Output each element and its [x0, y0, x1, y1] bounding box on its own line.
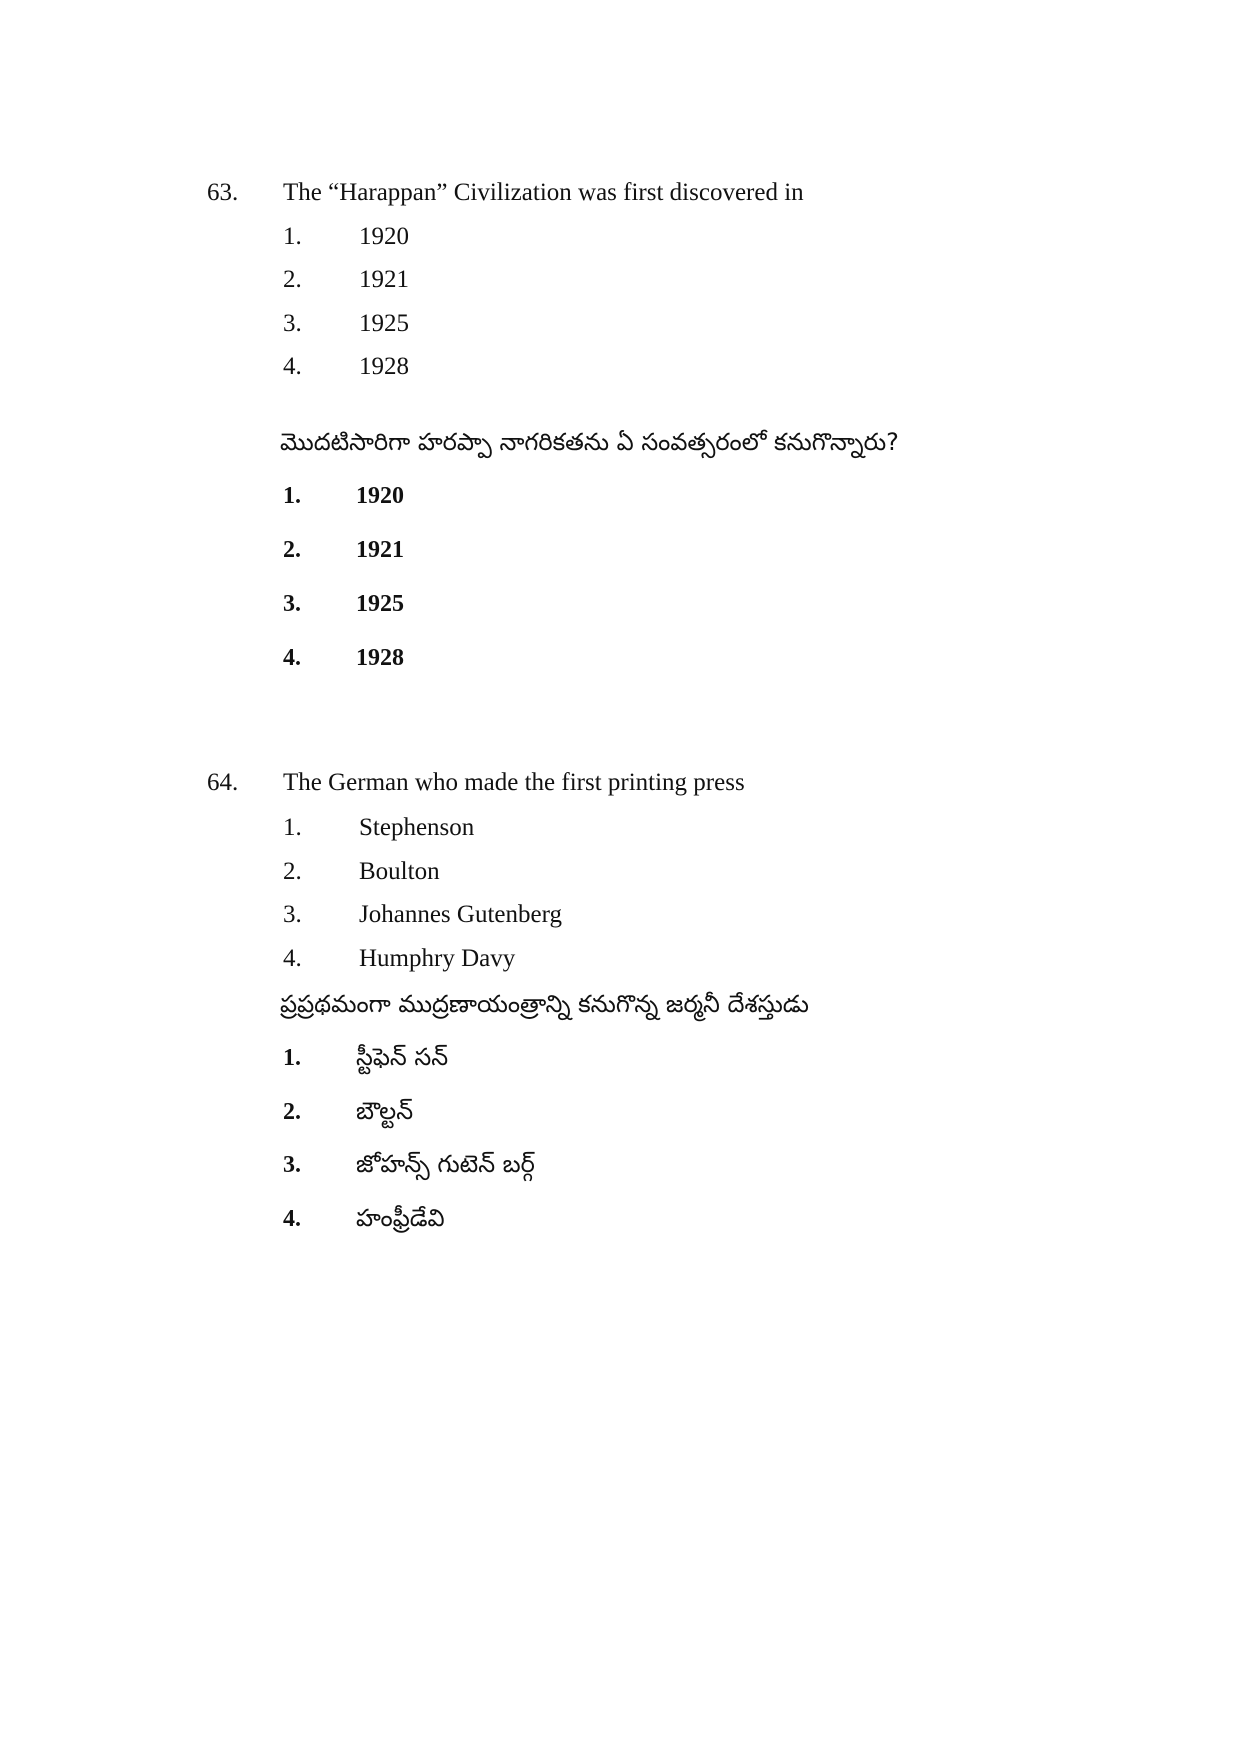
option-text: Johannes Gutenberg	[359, 901, 562, 928]
option-number: 2.	[283, 266, 302, 293]
question-text-te: మొదటిసారిగా హరప్పా నాగరికతను ఏ సంవత్సరంలో కనుగొన్నారు?	[280, 428, 899, 456]
option-number: 3.	[283, 591, 301, 617]
option-number: 2.	[283, 1099, 301, 1125]
option-en-1	[283, 813, 474, 843]
option-te-2	[283, 532, 404, 567]
option-number: 4.	[283, 1206, 301, 1232]
option-en-4	[283, 352, 409, 382]
option-te-4	[283, 1201, 445, 1236]
option-text: హంఫ్రీడేవి	[356, 1204, 445, 1232]
option-text: స్టీఫెన్ సన్	[356, 1043, 449, 1071]
option-en-3	[283, 900, 562, 930]
option-number: 2.	[283, 537, 301, 563]
option-number: 4.	[283, 945, 302, 972]
question-number: 64.	[207, 769, 239, 796]
option-number: 4.	[283, 353, 302, 380]
option-number: 1.	[283, 483, 301, 509]
option-en-2	[283, 857, 440, 887]
option-te-3	[283, 1147, 535, 1182]
option-text: జోహన్స్ గుటెన్ బర్గ్	[356, 1150, 535, 1178]
option-text: Humphry Davy	[359, 945, 516, 972]
option-number: 2.	[283, 858, 302, 885]
option-te-1	[283, 478, 404, 513]
option-number: 3.	[283, 310, 302, 337]
option-te-3	[283, 586, 404, 621]
option-number: 3.	[283, 901, 302, 928]
option-text: 1921	[356, 537, 404, 563]
option-text: 1920	[356, 483, 404, 509]
question-number: 63.	[207, 179, 239, 206]
option-text: 1920	[359, 223, 409, 250]
option-text: Boulton	[359, 858, 440, 885]
option-text: 1921	[359, 266, 409, 293]
option-te-1	[283, 1040, 448, 1075]
option-te-4	[283, 640, 404, 675]
option-text: బౌల్టన్	[356, 1097, 414, 1125]
option-text: 1925	[359, 310, 409, 337]
option-text: 1928	[359, 353, 409, 380]
option-text: 1925	[356, 591, 404, 617]
option-number: 1.	[283, 1045, 301, 1071]
option-number: 4.	[283, 645, 301, 671]
option-number: 1.	[283, 814, 302, 841]
option-en-2	[283, 265, 409, 295]
question-stem-en	[207, 178, 804, 208]
question-text-en: The German who made the first printing press	[283, 769, 745, 796]
option-en-1	[283, 222, 409, 252]
option-number: 3.	[283, 1152, 301, 1178]
option-te-2	[283, 1094, 413, 1129]
question-text-te: ప్రప్రథమంగా ముద్రణాయంత్రాన్ని కనుగొన్న జర్మనీ దేశస్తుడు	[280, 990, 809, 1018]
option-en-3	[283, 309, 409, 339]
option-number: 1.	[283, 223, 302, 250]
option-en-4	[283, 944, 515, 974]
question-stem-en	[207, 768, 745, 798]
question-text-en: The “Harappan” Civilization was first discovered in	[283, 179, 804, 206]
option-text: Stephenson	[359, 814, 475, 841]
option-text: 1928	[356, 645, 404, 671]
